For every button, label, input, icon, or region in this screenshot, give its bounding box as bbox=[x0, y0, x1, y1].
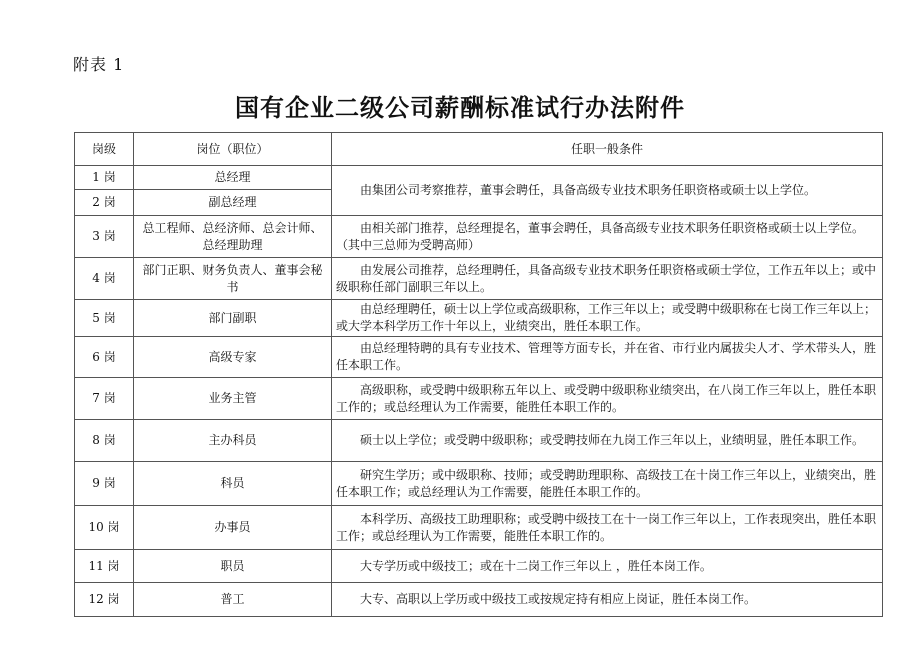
grade-cell: 7 岗 bbox=[75, 378, 134, 420]
grade-cell: 2 岗 bbox=[75, 190, 134, 216]
position-cell: 总工程师、总经济师、总会计师、总经理助理 bbox=[134, 216, 332, 258]
salary-grade-table bbox=[74, 132, 883, 617]
condition-cell: 由总经理特聘的具有专业技术、管理等方面专长，并在省、市行业内属拔尖人才、学术带头人，胜任本职工作。 bbox=[332, 337, 883, 378]
table-row bbox=[75, 462, 883, 506]
grade-cell: 4 岗 bbox=[75, 258, 134, 300]
table-header-row bbox=[75, 133, 883, 166]
grade-cell: 9 岗 bbox=[75, 462, 134, 506]
position-cell: 总经理 bbox=[134, 166, 332, 190]
position-cell: 科员 bbox=[134, 462, 332, 506]
grade-cell: 5 岗 bbox=[75, 300, 134, 337]
grade-cell: 11 岗 bbox=[75, 550, 134, 583]
table-row bbox=[75, 420, 883, 462]
table-row bbox=[75, 258, 883, 300]
condition-cell: 由发展公司推荐，总经理聘任，具备高级专业技术职务任职资格或硕士学位，工作五年以上；或中级职称任部门副职三年以上。 bbox=[332, 258, 883, 300]
position-cell: 业务主管 bbox=[134, 378, 332, 420]
condition-cell: 研究生学历；或中级职称、技师；或受聘助理职称、高级技工在十岗工作三年以上，业绩突出，胜任本职工作；或总经理认为工作需要，能胜任本职工作的。 bbox=[332, 462, 883, 506]
document-title: 国有企业二级公司薪酬标准试行办法附件 bbox=[235, 93, 685, 122]
header-position: 岗位（职位） bbox=[134, 133, 332, 166]
position-cell: 副总经理 bbox=[134, 190, 332, 216]
grade-cell: 3 岗 bbox=[75, 216, 134, 258]
table-row bbox=[75, 506, 883, 550]
table-row bbox=[75, 550, 883, 583]
condition-cell: 硕士以上学位；或受聘中级职称；或受聘技师在九岗工作三年以上，业绩明显，胜任本职工作。 bbox=[332, 420, 883, 462]
condition-cell: 由集团公司考察推荐，董事会聘任，具备高级专业技术职务任职资格或硕士以上学位。 bbox=[332, 166, 883, 216]
grade-cell: 6 岗 bbox=[75, 337, 134, 378]
grade-cell: 12 岗 bbox=[75, 583, 134, 617]
annex-label: 附表 1 bbox=[73, 55, 125, 74]
table-row bbox=[75, 300, 883, 337]
table-row bbox=[75, 216, 883, 258]
position-cell: 职员 bbox=[134, 550, 332, 583]
condition-cell: 由相关部门推荐，总经理提名，董事会聘任，具备高级专业技术职务任职资格或硕士以上学位。（其中三总师为受聘高师） bbox=[332, 216, 883, 258]
position-cell: 普工 bbox=[134, 583, 332, 617]
position-cell: 主办科员 bbox=[134, 420, 332, 462]
condition-cell: 大专学历或中级技工；或在十二岗工作三年以上 ，胜任本岗工作。 bbox=[332, 550, 883, 583]
condition-cell: 本科学历、高级技工助理职称；或受聘中级技工在十一岗工作三年以上，工作表现突出，胜任本职工作；或总经理认为工作需要，能胜任本职工作的。 bbox=[332, 506, 883, 550]
table-row bbox=[75, 378, 883, 420]
condition-cell: 大专、高职以上学历或中级技工或按规定持有相应上岗证，胜任本岗工作。 bbox=[332, 583, 883, 617]
position-cell: 部门副职 bbox=[134, 300, 332, 337]
position-cell: 办事员 bbox=[134, 506, 332, 550]
table-row bbox=[75, 166, 883, 190]
grade-cell: 1 岗 bbox=[75, 166, 134, 190]
position-cell: 部门正职、财务负责人、董事会秘书 bbox=[134, 258, 332, 300]
header-condition: 任职一般条件 bbox=[332, 133, 883, 166]
header-grade: 岗级 bbox=[75, 133, 134, 166]
position-cell: 高级专家 bbox=[134, 337, 332, 378]
grade-cell: 8 岗 bbox=[75, 420, 134, 462]
condition-cell: 高级职称，或受聘中级职称五年以上、或受聘中级职称业绩突出，在八岗工作三年以上，胜任本职工作的；或总经理认为工作需要，能胜任本职工作的。 bbox=[332, 378, 883, 420]
table-row bbox=[75, 337, 883, 378]
grade-cell: 10 岗 bbox=[75, 506, 134, 550]
condition-cell: 由总经理聘任，硕士以上学位或高级职称，工作三年以上；或受聘中级职称在七岗工作三年以上；或大学本科学历工作十年以上，业绩突出，胜任本职工作。 bbox=[332, 300, 883, 337]
table-row bbox=[75, 583, 883, 617]
